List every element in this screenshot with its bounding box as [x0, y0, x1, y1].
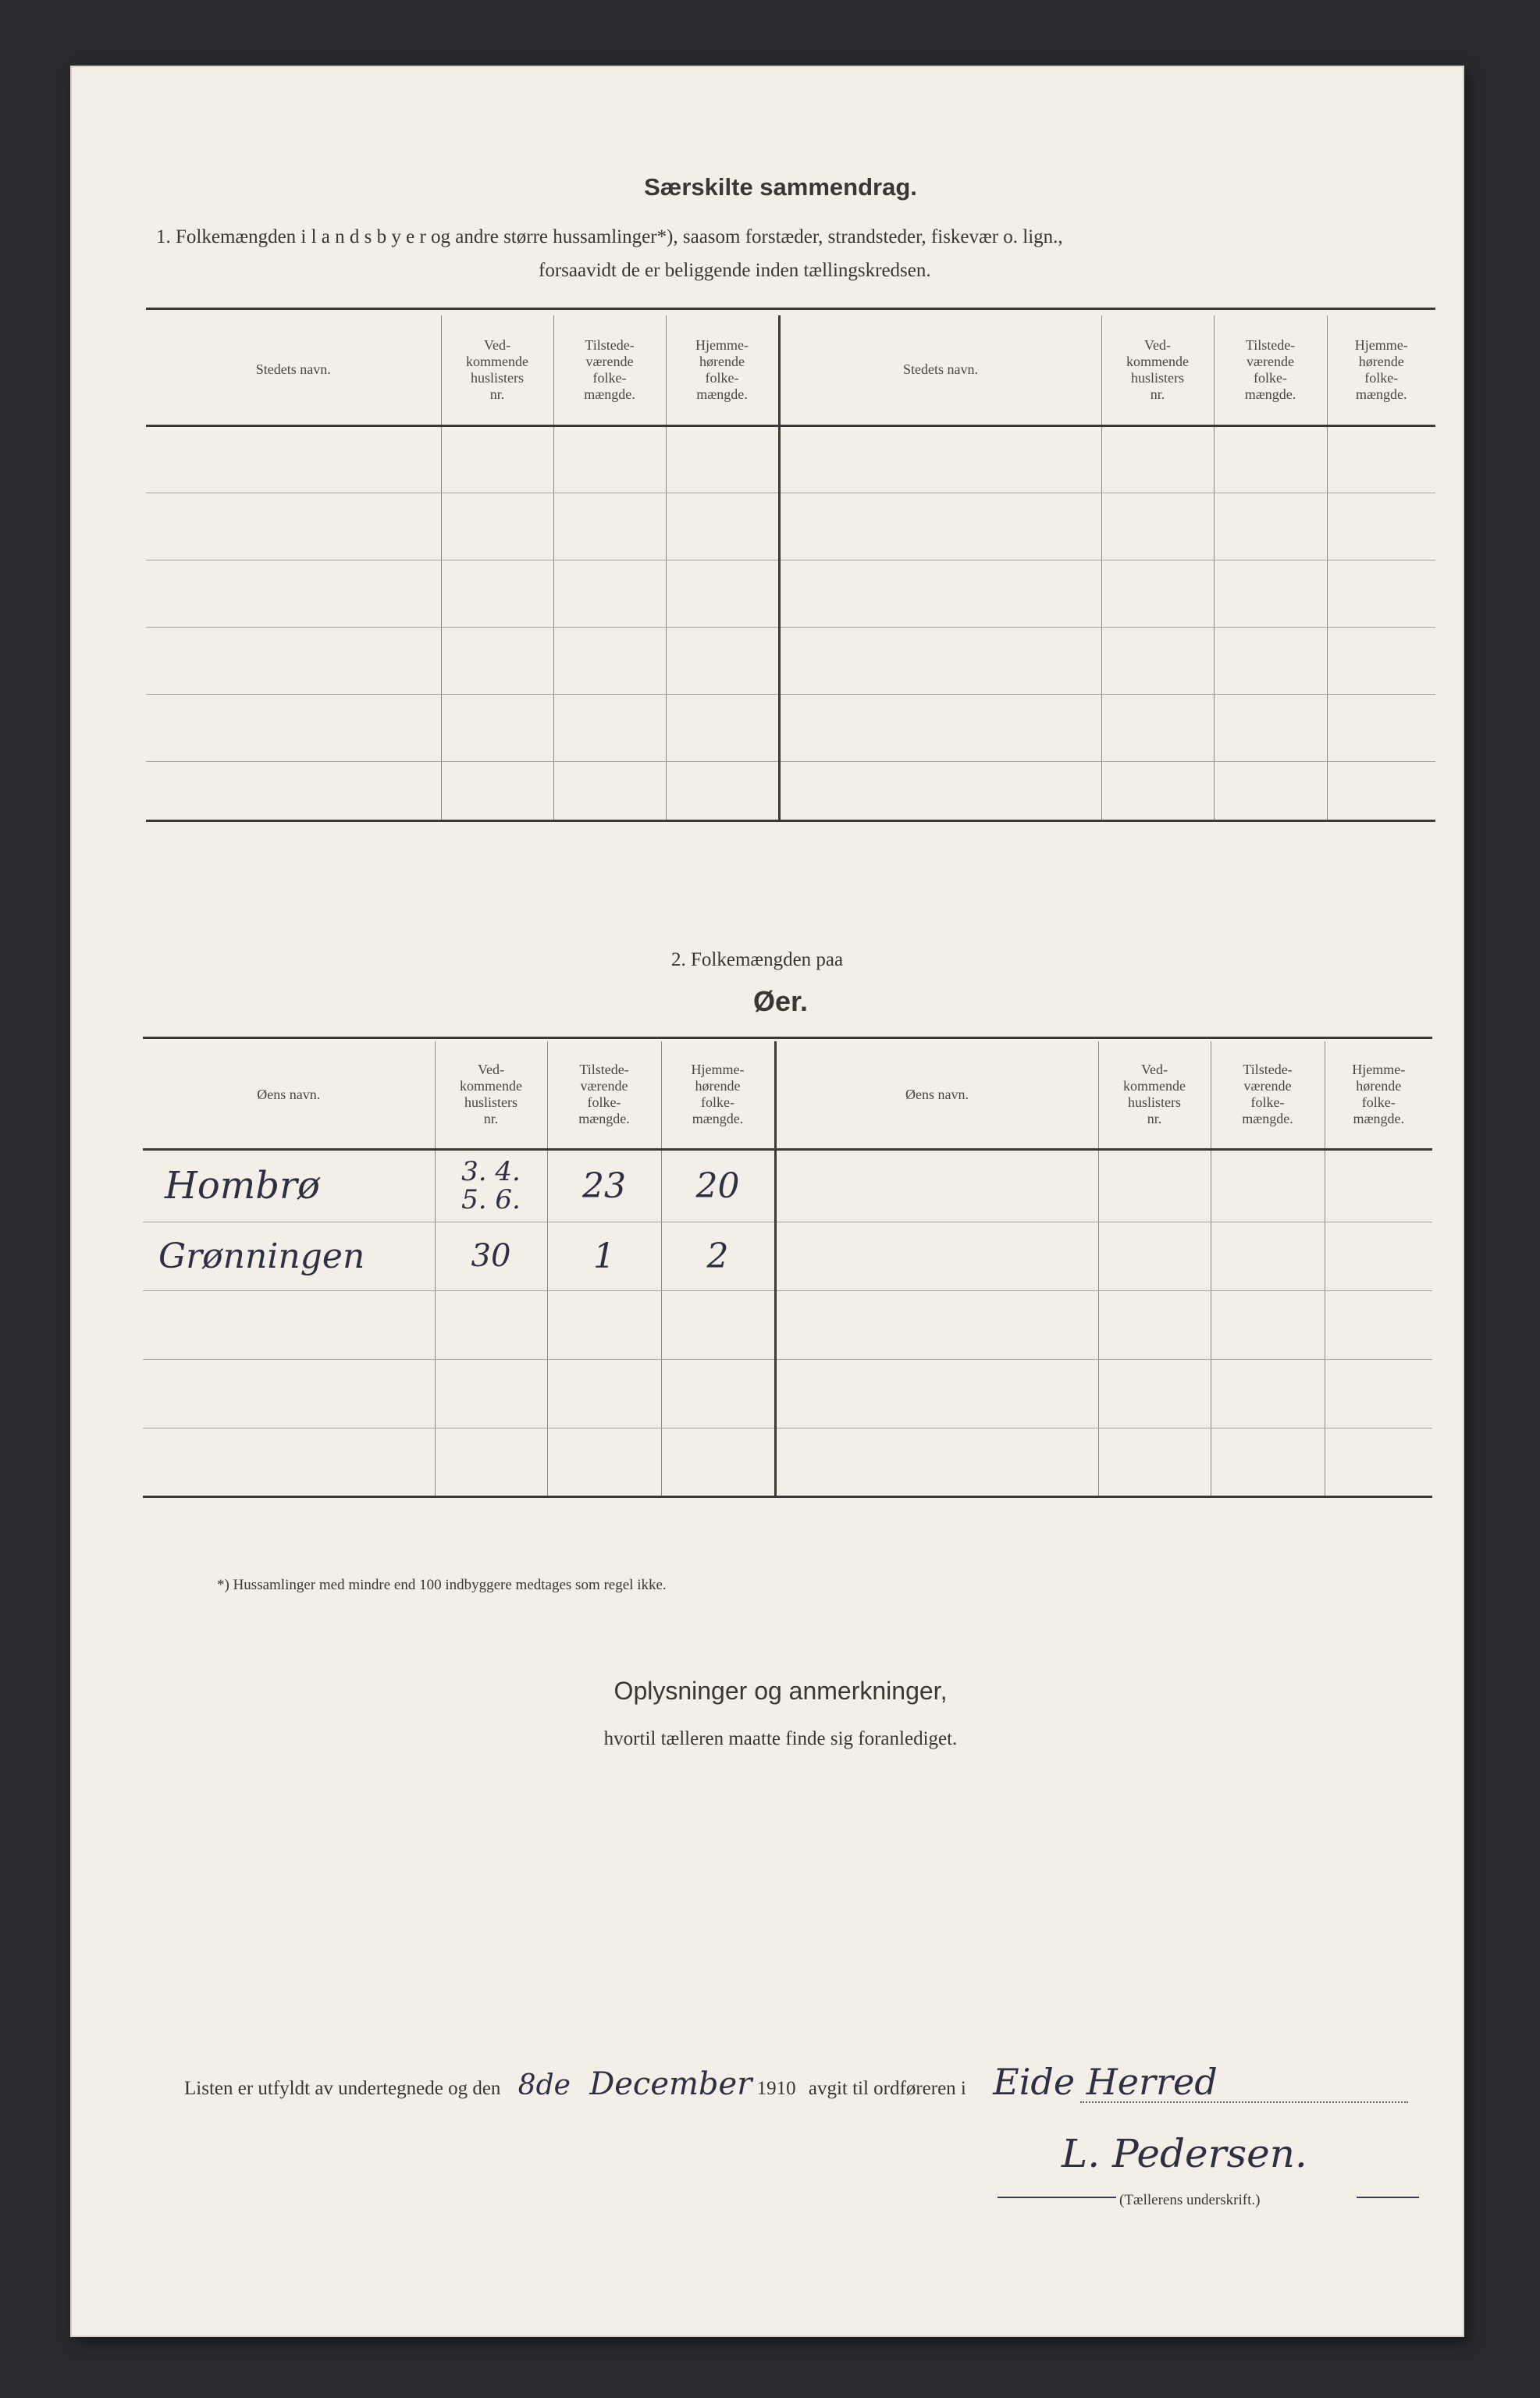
- table-row: [146, 493, 1435, 560]
- resident-count: 20: [661, 1149, 775, 1222]
- col-stedets-navn-right: Stedets navn.: [779, 315, 1101, 425]
- table-row: [143, 1149, 1432, 1222]
- table-row: [146, 425, 1435, 493]
- signer-label: (Tællerens underskrift.): [1116, 2192, 1357, 2209]
- island-name: Grønningen: [143, 1222, 435, 1290]
- table-row: [146, 627, 1435, 694]
- section1-intro-line2: forsaavidt de er beliggende inden tællingskredsen.: [539, 260, 931, 281]
- signature-intro: Listen er utfyldt av undertegnede og den: [184, 2078, 501, 2099]
- table-row: [146, 694, 1435, 761]
- section1-title: Særskilte sammendrag.: [644, 173, 917, 201]
- col-huslisters-nr-right: Ved- kommende huslisters nr.: [1098, 1041, 1211, 1149]
- signature-day: 8de: [517, 2069, 571, 2101]
- signature-middle: avgit til ordføreren i: [808, 2078, 966, 2099]
- huslister-nr: 30: [435, 1222, 547, 1290]
- signature-month: December: [589, 2066, 752, 2102]
- col-huslisters-nr-left: Ved- kommende huslisters nr.: [441, 315, 553, 425]
- col-tilstedevaerende-right: Tilstede- værende folke- mængde.: [1214, 315, 1327, 425]
- col-hjemmehorende-left: Hjemme- hørende folke- mængde.: [661, 1041, 775, 1149]
- col-huslisters-nr-left: Ved- kommende huslisters nr.: [435, 1041, 547, 1149]
- col-oens-navn-right: Øens navn.: [775, 1041, 1098, 1149]
- signature-municipality: Eide Herred: [993, 2061, 1218, 2103]
- table-row: [143, 1428, 1432, 1496]
- col-hjemmehorende-right: Hjemme- hørende folke- mængde.: [1327, 315, 1435, 425]
- table-row: [146, 560, 1435, 627]
- section2-intro: 2. Folkemængden paa: [671, 949, 844, 970]
- remarks-title: Oplysninger og anmerkninger,: [614, 1677, 948, 1705]
- table-row: [143, 1359, 1432, 1428]
- remarks-subtitle: hvortil tælleren maatte finde sig foranlediget.: [603, 1728, 958, 1749]
- section2-title: Øer.: [752, 985, 809, 1017]
- col-oens-navn-left: Øens navn.: [143, 1041, 435, 1149]
- present-count: 1: [547, 1222, 661, 1290]
- section1-intro-line1: 1. Folkemængden i l a n d s b y e r og andre større hussamlinger*), saasom forstæder, strandsteder, fiskevær o. lign.,: [156, 226, 1063, 247]
- resident-count: 2: [661, 1222, 775, 1290]
- col-hjemmehorende-left: Hjemme- hørende folke- mængde.: [666, 315, 779, 425]
- municipality-underline: [1080, 2101, 1408, 2103]
- col-stedets-navn-left: Stedets navn.: [146, 315, 441, 425]
- signature-line: [184, 2061, 1433, 2108]
- col-hjemmehorende-right: Hjemme- hørende folke- mængde.: [1325, 1041, 1432, 1149]
- section1-table: [146, 315, 1435, 822]
- footnote: *) Hussamlinger med mindre end 100 indbyggere medtages som regel ikke.: [217, 1577, 667, 1593]
- huslister-nr: 3. 4. 5. 6.: [435, 1149, 547, 1222]
- col-tilstedevaerende-left: Tilstede- værende folke- mængde.: [553, 315, 666, 425]
- section2-table: [143, 1041, 1432, 1498]
- table-row: [146, 761, 1435, 820]
- col-huslisters-nr-right: Ved- kommende huslisters nr.: [1101, 315, 1214, 425]
- col-tilstedevaerende-left: Tilstede- værende folke- mængde.: [547, 1041, 661, 1149]
- signer-signature: L. Pedersen.: [1062, 2131, 1307, 2176]
- island-name: Hombrø: [143, 1149, 435, 1222]
- col-tilstedevaerende-right: Tilstede- værende folke- mængde.: [1211, 1041, 1325, 1149]
- present-count: 23: [547, 1149, 661, 1222]
- signature-year: 1910: [756, 2078, 796, 2099]
- table-row: [143, 1290, 1432, 1359]
- table-row: [143, 1222, 1432, 1290]
